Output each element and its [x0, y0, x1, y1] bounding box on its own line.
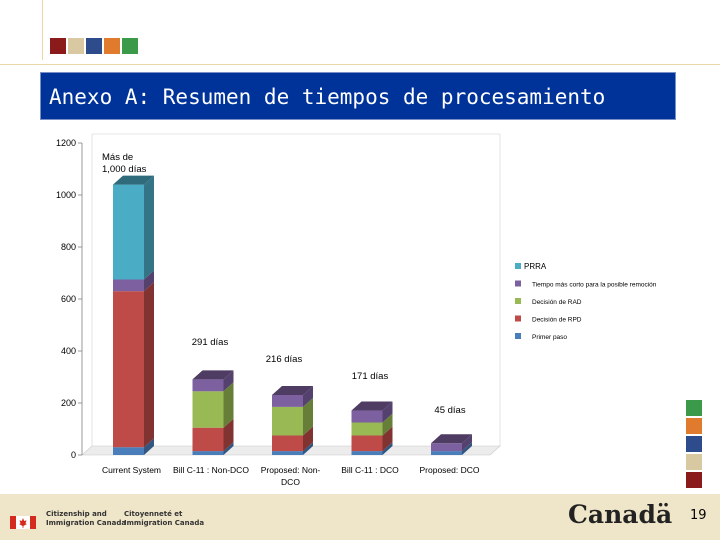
dept-en-line-1: Citizenship and: [46, 510, 107, 518]
side-color-square-0: [686, 400, 702, 416]
canada-flag-icon: [10, 516, 36, 529]
annotation-1: 291 días: [191, 337, 229, 348]
bar-3-0-front: [352, 451, 383, 455]
bar-4-0-front: [431, 451, 462, 455]
legend-swatch-4: [515, 333, 521, 339]
legend-swatch-0: [515, 263, 521, 269]
x-tick-label-3-0: Bill C-11 : DCO: [341, 465, 399, 475]
bar-0-3-front: [113, 280, 144, 292]
bar-2-3-front: [272, 395, 303, 407]
y-tick-label-3: 600: [60, 294, 76, 304]
bar-3-2-front: [352, 423, 383, 436]
bar-1-1-front: [193, 428, 224, 451]
bar-1-0-front: [193, 451, 224, 455]
side-color-square-2: [686, 436, 702, 452]
legend-label-4: Primer paso: [532, 334, 568, 341]
y-tick-label-1: 200: [60, 398, 76, 408]
y-tick-label-6: 1200: [55, 138, 76, 148]
dept-fr-line-2: Immigration Canada: [124, 519, 205, 527]
legend-label-2: Decisión de RAD: [532, 299, 582, 306]
bar-2-0-front: [272, 451, 303, 455]
bar-4-3-front: [431, 443, 462, 451]
legend-swatch-2: [515, 298, 521, 304]
page-number: 19: [690, 508, 707, 523]
bar-3-1-front: [352, 436, 383, 452]
x-tick-label-1-0: Bill C-11 : Non-DCO: [173, 465, 249, 475]
x-tick-label-2-1: DCO: [281, 477, 300, 487]
legend-label-0: PRRA: [524, 262, 547, 271]
color-squares-side: [686, 400, 702, 488]
bar-1-3-front: [193, 379, 224, 391]
dept-en-line-2: Immigration Canada: [46, 519, 127, 527]
x-tick-label-4-0: Proposed: DCO: [419, 465, 480, 475]
annotation-2: 216 días: [265, 354, 303, 365]
bar-0-0-front: [113, 447, 144, 455]
side-color-square-1: [686, 418, 702, 434]
bar-1-2-front: [193, 391, 224, 427]
bar-0-4-side: [144, 176, 154, 280]
canada-wordmark: Canadä: [568, 500, 673, 529]
bar-3-3-front: [352, 411, 383, 423]
y-tick-label-4: 800: [60, 242, 76, 252]
department-name-fr: [124, 510, 204, 528]
bar-0-1-front: [113, 291, 144, 447]
y-tick-label-0: 0: [70, 450, 76, 460]
slide-title: Anexo A: Resumen de tiempos de procesamiento: [49, 85, 606, 109]
x-tick-label-2-0: Proposed: Non-: [260, 465, 321, 475]
legend-swatch-1: [515, 281, 521, 287]
side-color-square-4: [686, 472, 702, 488]
legend-swatch-3: [515, 316, 521, 322]
bar-2-1-front: [272, 436, 303, 452]
y-tick-label-5: 1000: [55, 190, 76, 200]
annotation-0-line-2: 1,000 días: [102, 164, 147, 175]
annotation-4: 45 días: [434, 405, 466, 416]
legend-label-3: Decisión de RPD: [532, 316, 582, 324]
department-name-en: [46, 510, 126, 528]
bar-0-1-side: [144, 282, 154, 447]
bar-2-2-front: [272, 407, 303, 436]
y-tick-label-2: 400: [60, 346, 76, 356]
x-tick-label-0-0: Current System: [101, 465, 162, 475]
annotation-0-line-1: Más de: [102, 152, 134, 163]
bar-0-4-front: [113, 185, 144, 280]
annotation-3: 171 días: [351, 371, 389, 382]
side-color-square-3: [686, 454, 702, 470]
legend-label-1: Tiempo más corto para la posible remoción: [532, 281, 657, 289]
dept-fr-line-1: Citoyenneté et: [124, 510, 183, 518]
